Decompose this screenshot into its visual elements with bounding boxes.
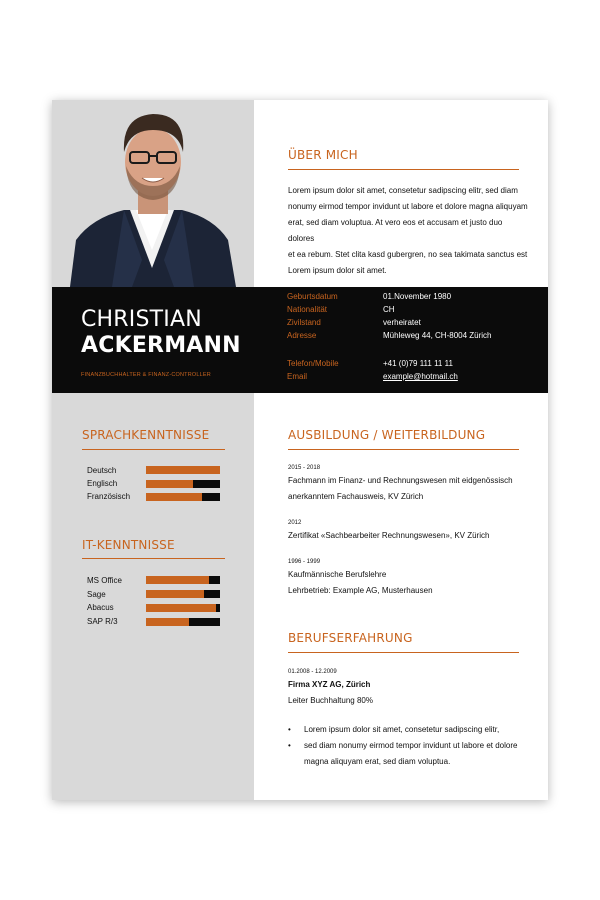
education-date: 1996 - 1999 [288,559,321,565]
info-value-civil-status: verheiratet [383,318,421,327]
education-date: 2015 - 2018 [288,465,321,471]
education-text: Kaufmännische Berufslehre Lehrbetrieb: Example AG, Musterhausen [288,570,433,595]
language-label: Deutsch [87,466,117,475]
experience-role: Leiter Buchhaltung 80% [288,696,373,705]
info-label-address: Adresse [287,331,317,340]
it-skill-bar [146,604,220,612]
it-skill-label: Sage [87,590,106,599]
experience-company: Firma XYZ AG, Zürich [288,680,371,689]
it-skills-heading: IT-KENNTNISSE [82,538,175,552]
it-skills-rule [82,558,225,559]
info-value-nationality: CH [383,305,395,314]
languages-rule [82,449,225,450]
info-label-email: Email [287,372,308,381]
education-heading: AUSBILDUNG / WEITERBILDUNG [288,428,486,442]
info-value-phone: +41 (0)79 111 11 11 [383,359,453,368]
it-skill-bar [146,576,220,584]
about-rule [288,169,519,170]
education-text: Fachmann im Finanz- und Rechnungswesen mit eidgenössisch anerkanntem Fachausweis, KV Zürich [288,476,513,501]
experience-date: 01.2008 - 12.2009 [288,669,337,675]
info-label-phone: Telefon/Mobile [287,359,339,368]
language-bar [146,493,220,501]
languages-heading: SPRACHKENNTNISSE [82,428,210,442]
it-skill-label: MS Office [87,576,122,585]
info-value-address: Mühleweg 44, CH-8004 Zürich [383,331,492,340]
bullet-icon: • [288,741,291,750]
about-text: Lorem ipsum dolor sit amet, consetetur sadipscing elitr, sed diam nonumy eirmod tempor invidunt ut labore et dolore magna aliquyam erat, sed diam voluptua. At vero eos et accusam et justo duo dolores et ea rebum. Stet clita kasd gubergren, no sea takimata sanctus est Lorem ipsum dolor sit amet. [288,186,528,275]
photo-panel [52,100,254,287]
education-text: Zertifikat «Sachbearbeiter Rechnungswesen», KV Zürich [288,531,490,540]
about-heading: ÜBER MICH [288,148,358,162]
info-label-nationality: Nationalität [287,305,328,314]
education-date: 2012 [288,520,302,526]
experience-bullet: sed diam nonumy eirmod tempor invidunt ut labore et dolore magna aliquyam erat, sed diam voluptua. [304,741,518,766]
language-label: Französisch [87,492,131,501]
it-skill-label: SAP R/3 [87,617,118,626]
cv-page [52,100,548,800]
bullet-icon: • [288,725,291,734]
language-bar [146,466,220,474]
last-name: ACKERMANN [81,333,241,358]
profile-photo [52,100,254,287]
info-value-birthdate: 01.November 1980 [383,292,452,301]
language-label: Englisch [87,479,118,488]
it-skill-bar [146,618,220,626]
experience-bullet: Lorem ipsum dolor sit amet, consetetur sadipscing elitr, [304,725,500,734]
it-skill-bar [146,590,220,598]
job-title: FINANZBUCHHALTER & FINANZ-CONTROLLER [81,372,211,378]
info-label-birthdate: Geburtsdatum [287,292,338,301]
education-rule [288,449,519,450]
language-bar [146,480,220,488]
email-link[interactable]: example@hotmail.ch [383,372,458,381]
experience-rule [288,652,519,653]
it-skill-label: Abacus [87,603,114,612]
first-name: CHRISTIAN [81,307,202,332]
experience-heading: BERUFSERFAHRUNG [288,631,413,645]
info-label-civil-status: Zivilstand [287,318,321,327]
